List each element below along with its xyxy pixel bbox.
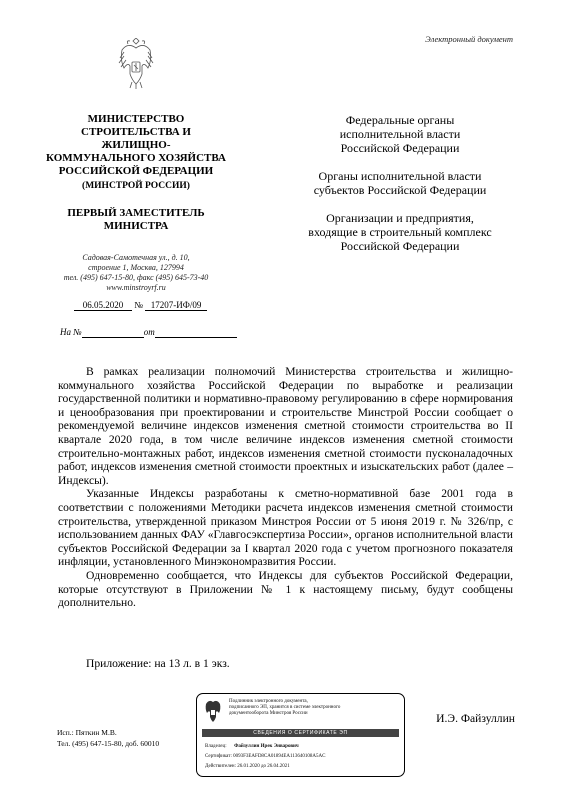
sender-position-line: ПЕРВЫЙ ЗАМЕСТИТЕЛЬ <box>67 207 205 219</box>
certificate-header <box>229 699 399 717</box>
sender-position-line: МИНИСТРА <box>103 220 169 232</box>
body-paragraph: Одновременно сообщается, что Индексы для субъектов Российской Федерации, которые отсутствуют в Приложении № 1 к настоящему письму, будут сообщены дополнительно. <box>58 568 513 610</box>
address-line: тел. (495) 647-15-80, факс (495) 645-73-40 <box>63 273 209 282</box>
recipient-line: входящие в строительный комплекс <box>308 225 492 239</box>
body-paragraph: Указанные Индексы разработаны к сметно-нормативной базе 2001 года в соответствии с положениями Методики расчета индексов изменения сметной стоимости строительства, утвержденной приказом Минстроя России от 5 июня 2019 г. № 326/пр, с использованием данных ФАУ «Главгосэкспертиза России», органов исполнительной власти субъектов Российской Федерации за I квартал 2020 года с учетом прогнозного показателя инфляции, установленного Минэкономразвития России. <box>58 487 513 569</box>
electronic-document-label: Электронный документ <box>425 34 513 44</box>
certificate-serial-value: 0093F3EAFD8CA01894EA113640108A5AC <box>233 754 326 759</box>
ministry-short-name: (МИНСТРОЙ РОССИИ) <box>82 181 190 191</box>
address-line: Садовая-Самотечная ул., д. 10, <box>82 253 190 262</box>
registration-line <box>74 300 207 311</box>
certificate-validity-label: Действителен: <box>205 764 236 769</box>
registration-date: 06.05.2020 <box>74 300 132 311</box>
recipient-line: субъектов Российской Федерации <box>313 183 487 197</box>
ministry-name <box>46 113 226 178</box>
certificate-serial-label: Сертификат: <box>205 754 232 759</box>
recipient-block <box>300 211 500 253</box>
coat-of-arms-icon <box>204 699 222 725</box>
recipient-line: Федеральные органы <box>345 113 455 127</box>
body-paragraph: В рамках реализации полномочий Министерства строительства и жилищно-коммунального хозяйства Российской Федерации по выработке и реализации государственной политики и нормативно-правовому регулированию в сфере нормирования и ценообразования при проектировании и строительстве Минстрой России сообщает о рекомендуемой величине индексов изменения сметной стоимости строительства во II квартале 2020 года, в том числе величине индексов изменения сметной стоимости строительно-монтажных работ, индексов изменения сметной стоимости пусконаладочных работ, индексов изменения сметной стоимости проектных и изыскательских работ (далее – Индексы). <box>58 365 513 487</box>
recipient-line: Организации и предприятия, <box>326 211 474 225</box>
certificate-owner-value: Файзуллин Ирек Энварович <box>234 744 299 749</box>
signature-certificate-stamp <box>196 693 405 777</box>
address-line: строение 1, Москва, 127994 <box>88 263 184 272</box>
recipient-block <box>300 169 500 197</box>
certificate-owner-label: Владелец: <box>205 744 227 749</box>
signer-name: И.Э. Файзуллин <box>436 712 515 725</box>
ministry-name-line: СТРОИТЕЛЬСТВА И ЖИЛИЩНО- <box>81 126 191 151</box>
coat-of-arms-emblem <box>118 38 154 90</box>
certificate-validity-value: 26.01.2020 до 26.04.2021 <box>237 764 290 769</box>
certificate-owner <box>205 744 299 750</box>
executor-info <box>57 727 159 749</box>
reference-number-label: На № <box>60 327 82 337</box>
certificate-title: СВЕДЕНИЯ О СЕРТИФИКАТЕ ЭП <box>202 729 399 737</box>
letter-body <box>58 365 513 610</box>
registration-number: 17207-ИФ/09 <box>145 300 207 311</box>
ministry-name-line: КОММУНАЛЬНОГО ХОЗЯЙСТВА <box>46 152 226 164</box>
ministry-name-line: МИНИСТЕРСТВО <box>87 113 185 125</box>
executor-name: Исп.: Пяткин М.В. <box>57 728 117 737</box>
certificate-serial <box>205 754 325 760</box>
ministry-name-line: РОССИЙСКОЙ ФЕДЕРАЦИИ <box>58 165 214 177</box>
certificate-header-line: Подлинник электронного документа, <box>229 699 308 704</box>
reference-line <box>60 327 237 338</box>
sender-position <box>46 207 226 233</box>
recipient-line: Российской Федерации <box>340 239 460 253</box>
certificate-validity <box>205 764 290 770</box>
recipient-block <box>300 113 500 155</box>
certificate-header-line: документооборота Минстроя России <box>229 711 308 716</box>
certificate-header-line: подписанного ЭП, хранится в системе электронного <box>229 705 341 710</box>
recipient-line: Органы исполнительной власти <box>318 169 482 183</box>
recipient-line: исполнительной власти <box>339 127 461 141</box>
sender-address <box>46 253 226 293</box>
address-line: www.minstroyrf.ru <box>106 283 166 292</box>
recipient-line: Российской Федерации <box>340 141 460 155</box>
attachment-note: Приложение: на 13 л. в 1 экз. <box>86 657 230 670</box>
executor-phone: Тел. (495) 647-15-80, доб. 60010 <box>57 739 160 748</box>
registration-number-label: № <box>134 300 143 310</box>
reference-from-label: от <box>143 327 155 337</box>
